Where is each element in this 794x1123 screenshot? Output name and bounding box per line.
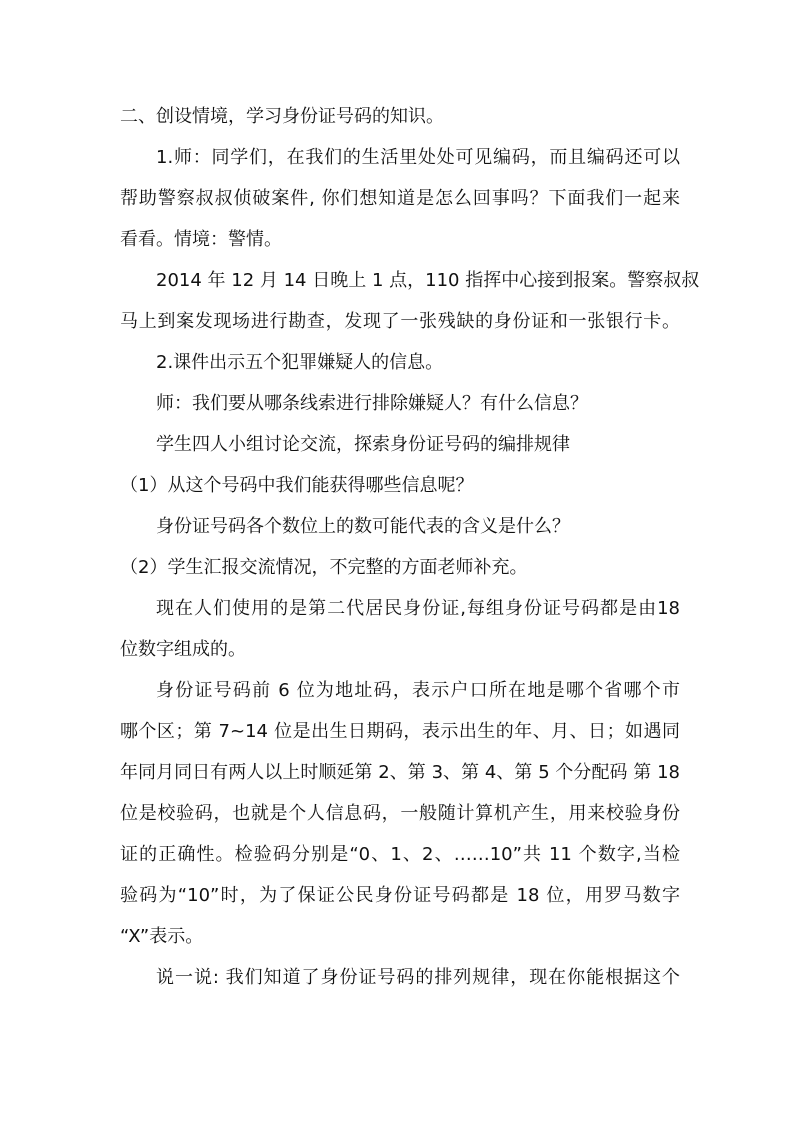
paragraph-line: 身份证号码各个数位上的数可能代表的含义是什么？ <box>156 516 570 537</box>
paragraph-line: 证的正确性。检验码分别是“0、1、2、……10”共 11 个数字,当检 <box>120 844 680 865</box>
paragraph-line: 2014 年 12 月 14 日晚上 1 点，110 指挥中心接到报案。警察叔叔 <box>156 270 700 291</box>
paragraph-line: 帮助警察叔叔侦破案件, 你们想知道是怎么回事吗？下面我们一起来 <box>120 188 680 209</box>
paragraph-line: 哪个区；第 7~14 位是出生日期码，表示出生的年、月、日；如遇同 <box>120 721 680 742</box>
paragraph-line: 马上到案发现场进行勘查，发现了一张残缺的身份证和一张银行卡。 <box>120 311 680 332</box>
paragraph-line: 师：我们要从哪条线索进行排除嫌疑人？有什么信息？ <box>156 393 588 414</box>
paragraph-line: 年同月同日有两人以上时顺延第 2、第 3、第 4、第 5 个分配码 第 18 <box>120 762 680 783</box>
paragraph-line: 2.课件出示五个犯罪嫌疑人的信息。 <box>156 352 444 373</box>
paragraph-line: 身份证号码前 6 位为地址码，表示户口所在地是哪个省哪个市 <box>156 680 680 701</box>
document-body <box>120 96 700 998</box>
paragraph-line: “X”表示。 <box>120 926 204 947</box>
paragraph-line: 说一说: 我们知道了身份证号码的排列规律，现在你能根据这个 <box>156 967 680 988</box>
paragraph-line: 学生四人小组讨论交流，探索身份证号码的编排规律 <box>156 434 570 455</box>
paragraph-line: 验码为“10”时，为了保证公民身份证号码都是 18 位，用罗马数字 <box>120 885 680 906</box>
section-heading: 二、创设情境，学习身份证号码的知识。 <box>120 106 444 127</box>
paragraph-line: （2）学生汇报交流情况，不完整的方面老师补充。 <box>120 557 528 578</box>
paragraph-line: 现在人们使用的是第二代居民身份证,每组身份证号码都是由18 <box>156 598 680 619</box>
paragraph-line: 1.师：同学们，在我们的生活里处处可见编码，而且编码还可以 <box>156 147 680 168</box>
paragraph-line: 位数字组成的。 <box>120 639 246 660</box>
paragraph-line: （1）从这个号码中我们能获得哪些信息呢？ <box>120 475 474 496</box>
paragraph-line: 位是校验码，也就是个人信息码，一般随计算机产生，用来校验身份 <box>120 803 680 824</box>
paragraph-line: 看看。情境：警情。 <box>120 229 282 250</box>
